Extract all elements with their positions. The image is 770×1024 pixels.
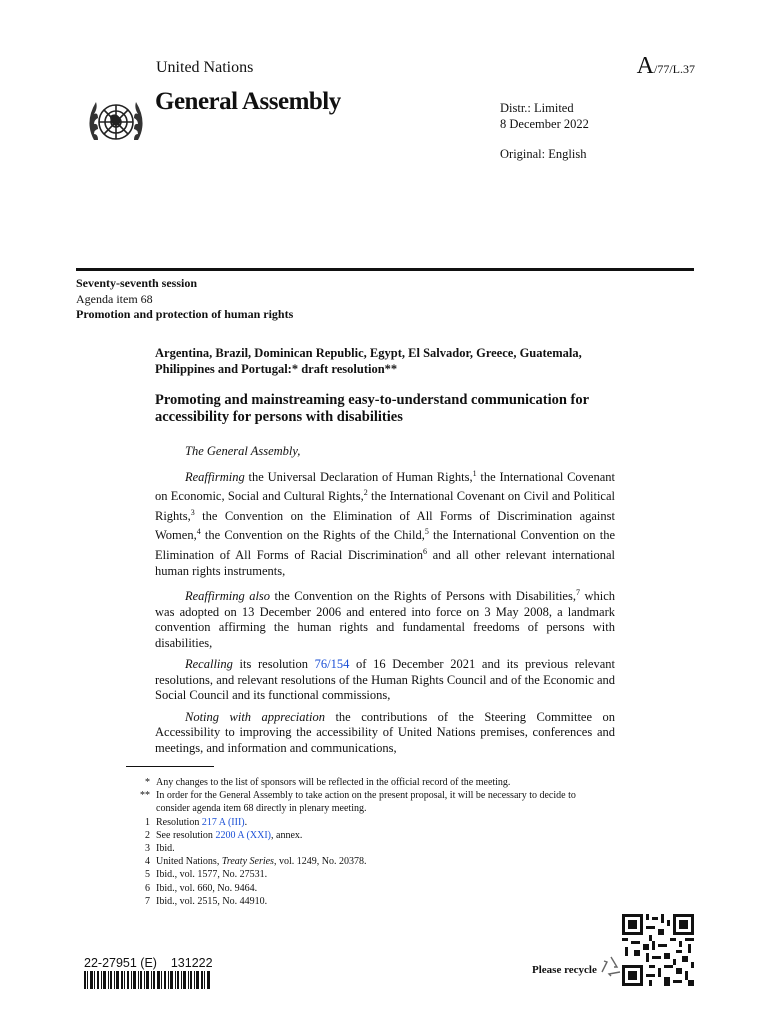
recycle-label: Please recycle [532,964,597,976]
distribution-block [500,100,589,132]
footnote: 2 See resolution 2200 A (XXI), annex. [145,829,303,841]
organ-title: General Assembly [155,88,341,115]
session-block [76,276,293,323]
footnote: ** In order for the General Assembly to take action on the present proposal, it will be necessary to decide to consider agenda item 68 directly in plenary meeting. [140,790,576,815]
footnotes [130,776,610,908]
paragraph: Recalling its resolution 76/154 of 16 December 2021 and its previous relevant resolutions, and relevant resolutions of the Human Rights Council and of the Economic and Social Council and its functional commissions, [155,657,615,703]
footnote-link[interactable]: 217 A (III) [201,816,245,828]
sponsors: Argentina, Brazil, Dominican Republic, Egypt, El Salvador, Greece, Guatemala, Philippines and Portugal:* draft resolution** [155,346,582,376]
footnote-link[interactable]: 2200 A (XXI) [215,829,271,841]
footnote: 6 Ibid., vol. 660, No. 9464. [145,882,258,894]
paragraph: Noting with appreciation the contributions of the Steering Committee on Accessibility to improving the accessibility of United Nations premises, conferences and meetings, and information and communications, [155,709,615,755]
session-name: Seventy-seventh session [76,276,198,290]
resolution-link[interactable]: 76/154 [314,657,350,672]
document-date: 8 December 2022 [500,117,589,131]
qr-code-icon [622,914,694,986]
agenda-item: Agenda item 68 [76,291,153,306]
un-emblem-icon [80,90,152,154]
document-symbol: A/77/L.37 [636,53,695,79]
distribution-label: Distr.: Limited [500,101,574,115]
recycle-icon [598,954,624,980]
document-number: 22-27951 (E) 131222 [84,956,213,970]
resolution-title: Promoting and mainstreaming easy-to-understand communication for accessibility for persons with disabilities [155,392,589,425]
footnote: 5 Ibid., vol. 1577, No. 27531. [145,869,268,881]
paragraph: Reaffirming also the Convention on the Rights of Persons with Disabilities,$^7$ which was adopted on 13 December 2006 and entered into force on 3 May 2008, a landmark convention affirming the human rights and fundamental freedoms of persons with disabilities, [155,588,615,650]
header-rule [76,268,694,271]
organization-name: United Nations [156,59,254,76]
footnote: * Any changes to the list of sponsors will be reflected in the official record of the meeting. [145,777,511,788]
footnote: 1 Resolution 217 A (III). [145,816,248,828]
resolution-body [155,444,615,762]
barcode-icon [84,971,210,989]
original-language: Original: English [500,147,587,161]
footnote: 7 Ibid., vol. 2515, No. 44910. [145,895,268,907]
footnote-rule [126,766,214,767]
preamble-opening: The General Assembly, [185,444,301,458]
footnote: 3 Ibid. [145,843,175,855]
agenda-topic: Promotion and protection of human rights [76,307,294,321]
paragraph: Reaffirming the Universal Declaration of Human Rights,$^1$ the International Covenant on Economic, Social and Cultural Rights,$^2$ the International Covenant on Civil and Political Rights,$^3$ the Convention on the Elimination of All Forms of Discrimination against Women,$^4$ the Convention on the Rights of the Child,$^5$ the International Convention on the Elimination of All Forms of Racial Discrimination$^6$ and all other relevant international human rights instruments, [155,468,616,578]
footnote: 4 United Nations, Treaty Series, vol. 1249, No. 20378. [145,856,367,868]
